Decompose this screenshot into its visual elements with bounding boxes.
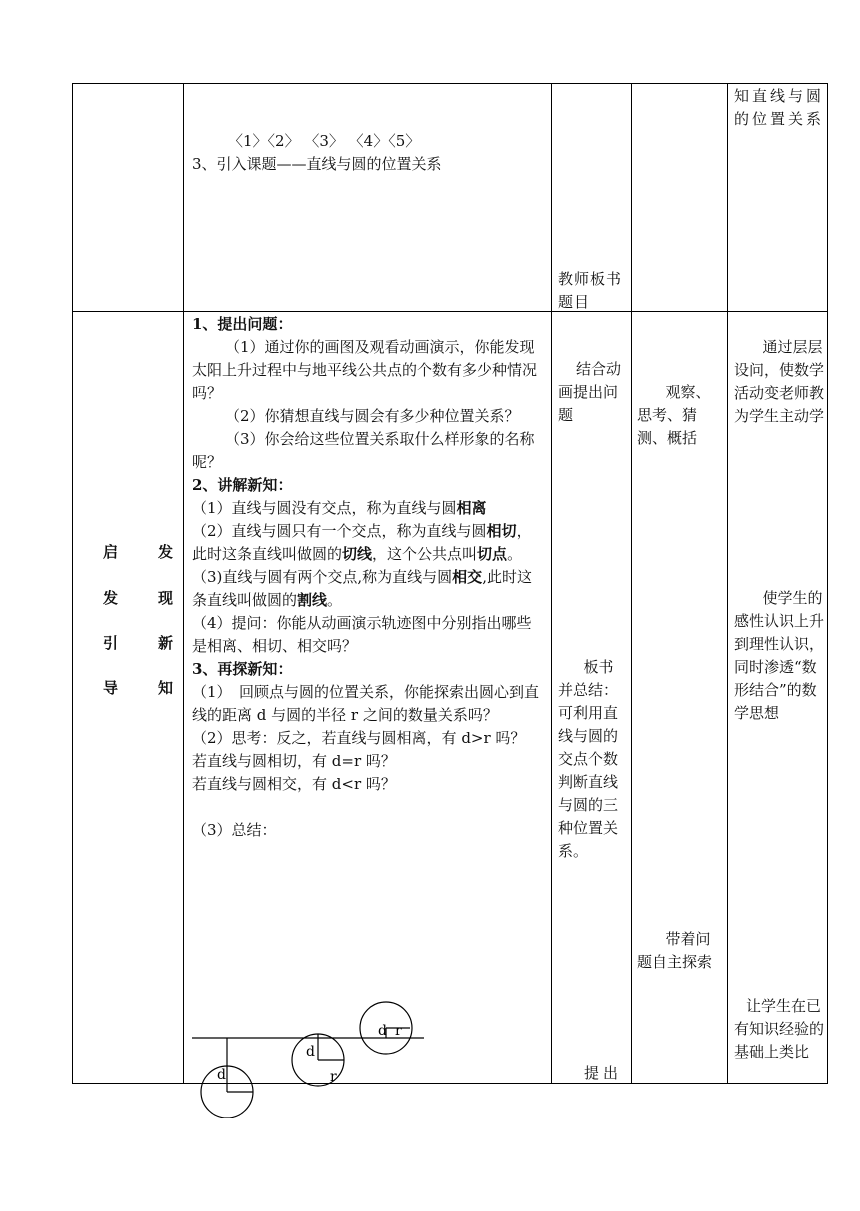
stage-char: 发: [103, 589, 119, 607]
knowledge-3: [192, 566, 545, 612]
question-1: （1）通过你的画图及观看动画演示，你能发现太阳上升过程中与地平线公共点的个数有多少种情况吗？: [192, 338, 538, 402]
step-markers: 〈1〉〈2〉 〈3〉 〈4〉〈5〉: [228, 132, 421, 150]
knowledge-1: [192, 497, 545, 520]
table-border-left: [72, 83, 73, 1084]
intro-topic: 3、引入课题——直线与圆的位置关系: [192, 155, 442, 173]
stage-char: 启: [103, 543, 119, 561]
intent-3: 让学生在已有知识经验的基础上类比: [734, 997, 825, 1061]
term-tangent-line: 切线: [342, 545, 373, 563]
explore-2c: 若直线与圆相交，有 d<r 吗？: [192, 775, 396, 793]
text: （3)直线与圆有两个交点,称为直线与圆: [192, 568, 453, 586]
label-d-separate: d: [217, 1067, 226, 1083]
table-border-bottom: [72, 1083, 828, 1084]
line-circle-figure: [188, 998, 433, 1118]
row1-intent: 知直线与圆的位置关系: [734, 87, 825, 128]
table-col-divider-1: [183, 83, 184, 1084]
term-intersect: 相交: [452, 568, 483, 586]
section-3-title: 3、再探新知：: [192, 660, 293, 678]
section-2-title: 2、讲解新知：: [192, 476, 293, 494]
table-border-top: [72, 83, 828, 84]
explore-1: （1） 回顾点与圆的位置关系，你能探索出圆心到直线的距离 d 与圆的半径 r 之间的数量关系吗？: [192, 683, 540, 724]
stage-label-4: [103, 677, 173, 698]
stage-char: 导: [103, 679, 119, 697]
term-tangent: 相切: [486, 522, 517, 540]
student-activity-2: 带着问题自主探索: [637, 930, 713, 971]
table-col-divider-2: [551, 83, 552, 1084]
label-r-intersect: r: [395, 1023, 402, 1039]
label-r-tangent: r: [330, 1069, 337, 1085]
text: 。: [507, 545, 523, 563]
stage-char: 新: [157, 634, 173, 652]
stage-char: 知: [157, 679, 173, 697]
text: （2）直线与圆只有一个交点，称为直线与圆: [192, 522, 487, 540]
content-column: [192, 313, 545, 842]
table-col-divider-4: [727, 83, 728, 1084]
text: ，这个公共点叫: [372, 545, 478, 563]
text: 。: [327, 591, 343, 609]
row1-method: 教师板书题目: [558, 270, 623, 311]
stage-label-2: [103, 587, 173, 608]
knowledge-2: [192, 520, 545, 566]
text: ，此时这条直线叫做圆的: [192, 522, 532, 563]
question-3: （3）你会给这些位置关系取什么样形象的名称呢？: [192, 430, 535, 471]
stage-char: 引: [103, 634, 119, 652]
table-col-divider-3: [631, 83, 632, 1084]
term-secant: 割线: [297, 591, 328, 609]
method-3: 提出: [584, 1064, 623, 1082]
method-1: 结合动画提出问题: [558, 360, 622, 424]
stage-label-1: [103, 541, 173, 562]
table-border-right: [827, 83, 828, 1084]
text: ,此时这条直线叫做圆的: [192, 568, 532, 609]
intent-2: 使学生的感性认识上升到理性认识，同时渗透“数形结合”的数学思想: [734, 589, 825, 722]
student-activity-1: 观察、思考、猜测、概括: [637, 383, 711, 447]
table-row-divider: [72, 311, 828, 312]
explore-2b: 若直线与圆相切，有 d=r 吗？: [192, 752, 396, 770]
question-2: （2）你猜想直线与圆会有多少种位置关系？: [225, 407, 520, 425]
spacer: [192, 796, 545, 819]
explore-3: （3）总结：: [192, 821, 277, 839]
text: （1）直线与圆没有交点，称为直线与圆: [192, 499, 457, 517]
intent-1: 通过层层设问，使数学活动变老师教为学生主动学: [734, 338, 825, 425]
stage-char: 发: [157, 543, 173, 561]
label-d-intersect: d: [378, 1023, 387, 1039]
stage-char: 现: [157, 589, 173, 607]
label-d-tangent: d: [306, 1044, 315, 1060]
knowledge-4: （4）提问：你能从动画演示轨迹图中分别指出哪些是相离、相切、相交吗？: [192, 614, 532, 655]
method-2: 板书并总结：可利用直线与圆的交点个数判断直线与圆的三种位置关系。: [558, 658, 619, 860]
term-tangent-point: 切点: [477, 545, 508, 563]
stage-label-3: [103, 632, 173, 653]
explore-2a: （2）思考：反之，若直线与圆相离，有 d>r 吗？: [192, 729, 526, 747]
term-separate: 相离: [456, 499, 487, 517]
section-1-title: 1、提出问题：: [192, 315, 293, 333]
